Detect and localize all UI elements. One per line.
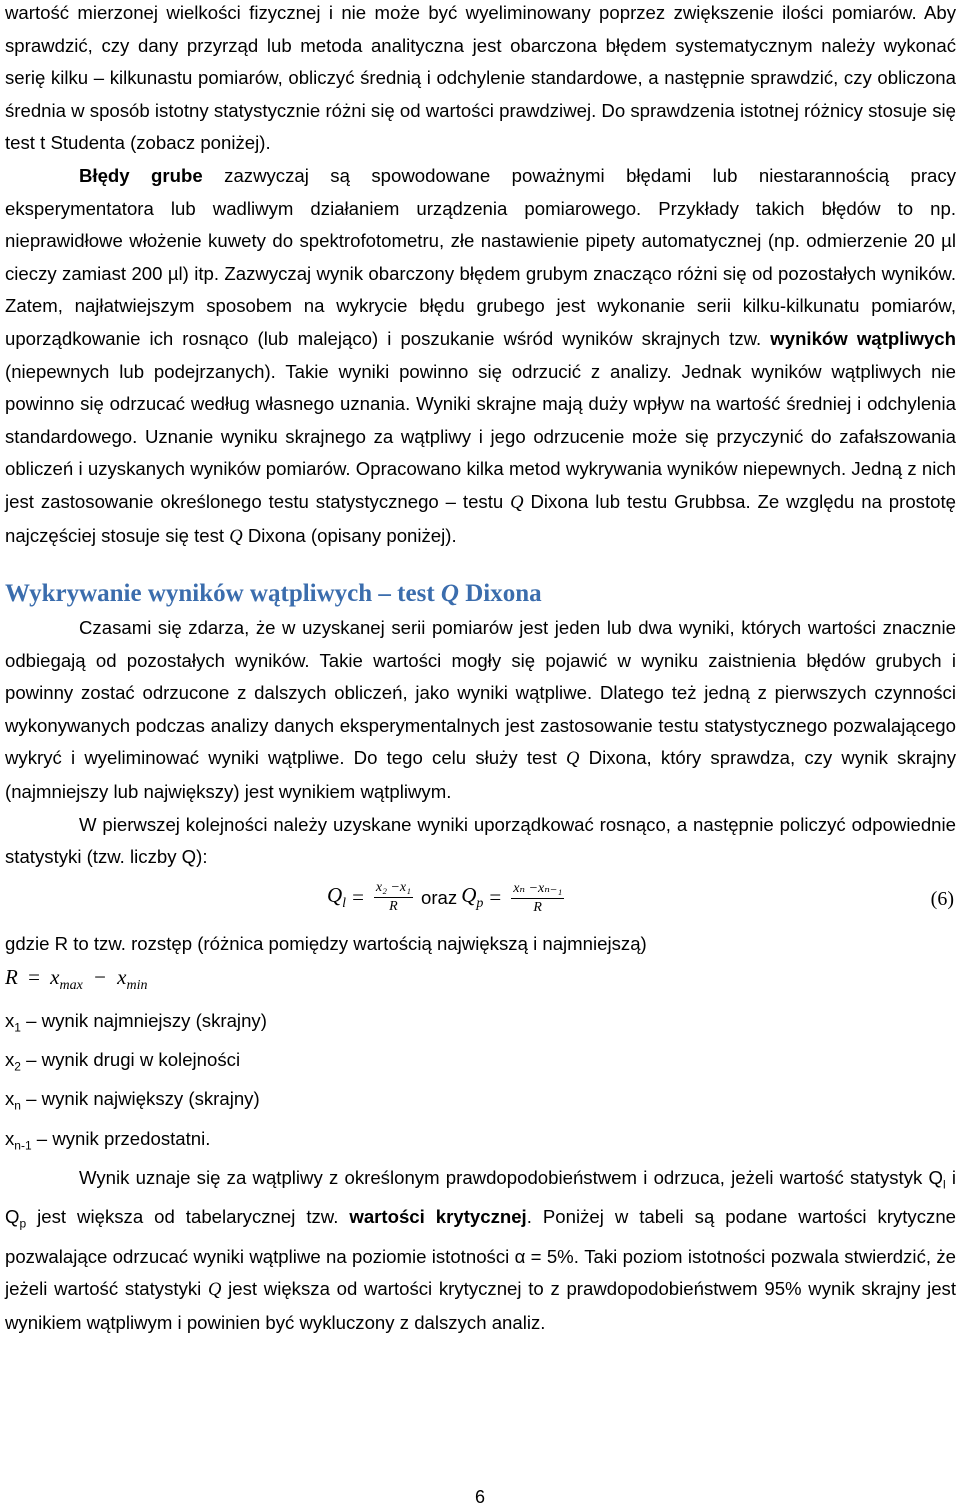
paragraph-text: zazwyczaj są spowodowane poważnymi błędami lub niestarannością pracy eksperymentatora lub wadliwym działaniem urządzenia pomiarowego. Przykłady takich błędów to np. nieprawidłowe włożenie kuwety do spektrofotometru, złe nastawienie pipety automatycznej (np. odmierzenie 20 µl cieczy zamiast 200 µl) itp. Zazwyczaj wynik obarczony błędem grubym znacząco różni się od pozostałych wyników. Zatem, najłatwiejszym sposobem na wykrycie błędu grubego jest wykonanie serii kilku-kilkunatu pomiarów, uporządkowanie ich rosnąco (lub malejąco) i poszukanie wśród wyników skrajnych tzw. xyxy=(5,164,956,349)
paragraph-text: Wynik uznaje się za wątpliwy z określonym prawdopodobieństwem i odrzuca, jeżeli wartość statystyk Q xyxy=(79,1166,943,1188)
equation-q-statistics xyxy=(5,876,956,928)
subscript-max: max xyxy=(59,978,83,994)
paragraph-text: W pierwszej kolejności należy uzyskane wyniki uporządkować rosnąco, a następnie policzyć odpowiednie statystyki (tzw. liczby Q): xyxy=(5,813,956,868)
fraction-q-low xyxy=(374,880,413,915)
paragraph-text: wartość mierzonej wielkości fizycznej i nie może być wyeliminowany poprzez zwiększenie ilości pomiarów. Aby sprawdzić, czy dany przyrząd lub metoda analityczna jest obarczona błędem systematycznym należy wykonać serię kilku – kilkunastu pomiarów, obliczyć średnią i odchylenie standardowe, a następnie sprawdzić, czy obliczona średnia w sposób istotny statystycznie różni się od wartości prawdziwej. Do sprawdzenia istotnej różnicy stosuje się test t Studenta (zobacz poniżej). xyxy=(5,2,956,154)
conjunction-oraz: oraz xyxy=(421,886,458,908)
equation-number: (6) xyxy=(930,887,954,910)
minus-sign: − xyxy=(94,965,106,990)
symbol-x: x xyxy=(50,965,60,990)
paragraph-text: Dixona lub testu Grubbsa. Ze względu na prostotę najczęściej stosuje się test xyxy=(5,490,956,546)
heading-text: Wykrywanie wyników wątpliwych – test xyxy=(5,580,441,608)
subscript: l xyxy=(942,1177,946,1192)
fraction-numerator: x₂ −x₁ xyxy=(374,880,413,898)
subscript-min: min xyxy=(126,978,148,994)
paragraph-text: Czasami się zdarza, że w uzyskanej serii pomiarów jest jeden lub dwa wyniki, których wartości znacznie odbiegają od pozostałych wyników. Takie wartości mogły się pojawić w wyniku zaistnienia błędów grubych i powinny zostać odrzucone z dalszych obliczeń, jako wyniki wątpliwe. Dlatego też jedną z pierwszych czynności wykonywanych podczas analizy danych eksperymentalnych jest zastosowanie testu statystycznego pozwalającego wykryć i wyeliminować wyniki wątpliwe. Do tego celu służy test xyxy=(5,617,956,769)
symbol-q-p: $Q_p$ xyxy=(461,883,484,912)
definition-item: $x_1$ – wynik najmniejszy (skrajny) xyxy=(5,1009,267,1035)
document-page xyxy=(5,0,956,1339)
heading-text: Dixona xyxy=(458,580,542,608)
paragraph-ordering xyxy=(5,809,956,874)
term-doubtful-results: wyników wątpliwych xyxy=(770,327,957,349)
paragraph-text: gdzie R to tzw. rozstęp (różnica pomiędzy wartością największą i najmniejszą) xyxy=(5,932,647,954)
equals-sign: = xyxy=(489,885,502,910)
symbol-x: x xyxy=(117,965,127,990)
paragraph-text: Dixona, który sprawdza, czy wynik skrajny (najmniejszy lub największy) jest wynikiem wątpliwym. xyxy=(5,747,956,803)
fraction-denominator: R xyxy=(533,899,542,915)
definition-item: $x_{n-1}$ – wynik przedostatni. xyxy=(5,1127,211,1153)
paragraph-critical-value xyxy=(5,1162,956,1339)
definition-item: $x_n$ – wynik największy (skrajny) xyxy=(5,1088,260,1113)
paragraph-text: . Poniżej w tabeli są podane wartości krytyczne pozwalające odrzucać wyniki wątpliwe na poziomie istotności α = 5%. Taki poziom istotności pozwala stwierdzić, że jeżeli wartość statystyki xyxy=(5,1206,956,1300)
symbol-q: Q xyxy=(229,525,243,547)
fraction-q-high xyxy=(511,880,564,916)
symbol-r: R xyxy=(5,965,18,990)
paragraph-gross-errors xyxy=(5,160,956,553)
term-gross-errors: Błędy grube xyxy=(79,164,203,186)
page-number: 6 xyxy=(474,1487,485,1507)
paragraph-range-definition xyxy=(5,928,956,961)
paragraph-systematic-errors xyxy=(5,0,956,160)
symbol-q: Q xyxy=(566,748,580,770)
equals-sign: = xyxy=(352,885,364,910)
definition-item: $x_2$ – wynik drugi w kolejności xyxy=(5,1048,241,1074)
paragraph-text: Dixona (opisany poniżej). xyxy=(242,524,457,546)
term-critical-value: wartości krytycznej xyxy=(349,1206,527,1228)
paragraph-text: jest większa od wartości krytycznej to z prawdopodobieństwem 95% wynik skrajny jest wynikiem wątpliwym i powinien być wykluczony z dalszych analiz. xyxy=(5,1278,956,1333)
heading-symbol-q: Q xyxy=(440,580,459,608)
section-heading xyxy=(5,577,956,611)
paragraph-text: (niepewnych lub podejrzanych). Takie wyniki powinno się odrzucić z analizy. Jednak wyników wątpliwych nie powinno się odrzucać według własnego uznania. Wyniki skrajne mają duży wpływ na wartość średniej i odchylenia standardowego. Uznanie wyniku skrajnego za wątpliwy i jego odrzucenie może się przyczynić do zafałszowania obliczeń i uzyskanych wyników pomiarów. Opracowano kilka metod wykrywania wyników niepewnych. Jedną z nich jest zastosowanie określonego testu statystycznego – testu xyxy=(5,360,956,512)
paragraph-text: jest większa od tabelarycznej tzw. xyxy=(26,1206,350,1228)
symbol-q: Q xyxy=(208,1279,222,1301)
paragraph-dixon-intro xyxy=(5,612,956,809)
fraction-denominator: R xyxy=(389,899,398,915)
subscript: p xyxy=(19,1216,27,1231)
paragraph-text: i Q xyxy=(5,1166,957,1228)
range-formula xyxy=(5,962,956,1001)
symbol-q-l: $Q_l$ xyxy=(327,883,347,912)
symbol-q: Q xyxy=(510,491,524,513)
equals-sign: = xyxy=(28,965,40,990)
symbol-definitions xyxy=(5,1005,956,1162)
fraction-numerator: xₙ −xₙ₋₁ xyxy=(511,880,564,899)
